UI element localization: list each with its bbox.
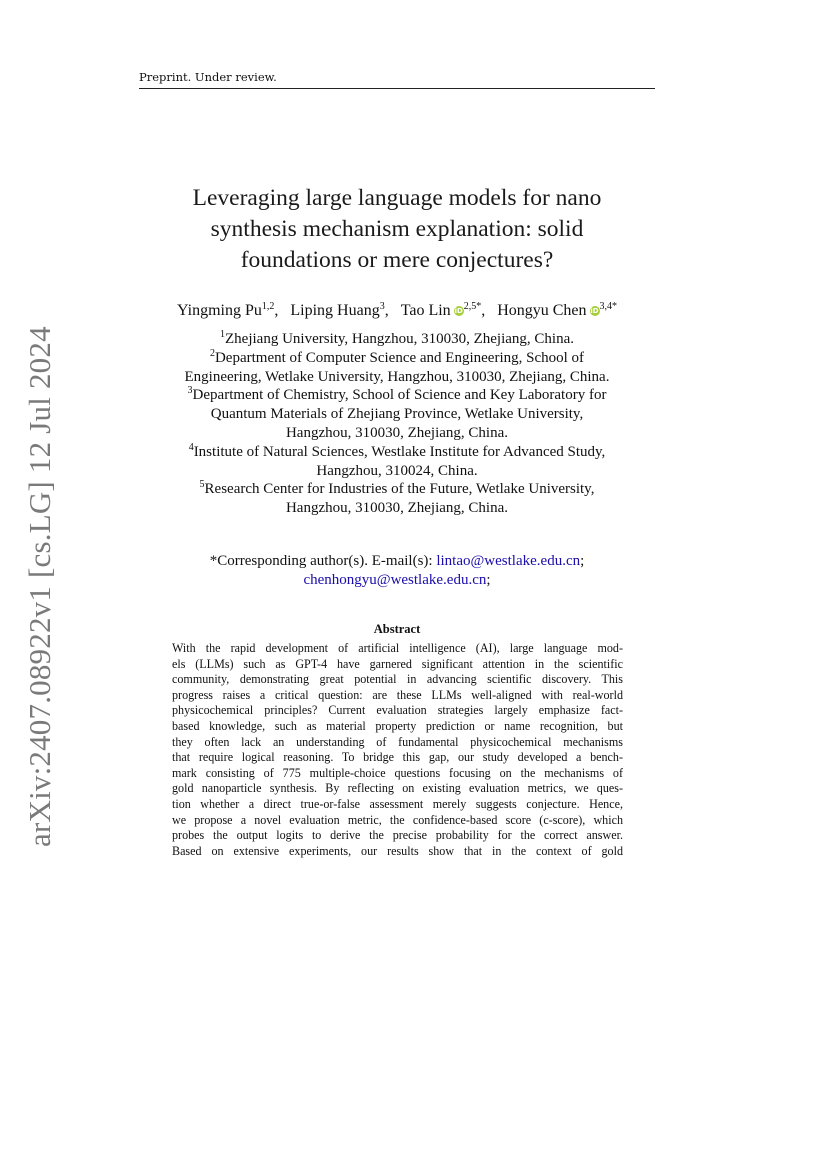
abstract-line: we propose a novel evaluation metric, the confidence-based score (c-score), which [172,812,623,827]
arxiv-sidebar-stamp: arXiv:2407.08922v1 [cs.LG] 12 Jul 2024 [22,326,57,847]
separator: ; [486,572,491,588]
author-name: Yingming Pu [176,302,262,319]
author: Liping Huang$^3$, [290,301,389,319]
affil-text: Department of Chemistry, School of Science and Key Laboratory for [192,387,607,404]
affiliation-line [139,386,655,405]
affil-text: Institute of Natural Sciences, Westlake Institute for Advanced Study, [193,443,606,460]
affiliations [139,330,655,518]
abstract-line: gold nanoparticle synthesis. By reflecting on existing evaluation metrics, we ques- [172,781,623,796]
corresponding-label: *Corresponding author(s). E-mail(s): [209,553,433,569]
author-name: Tao Lin [400,302,451,319]
abstract-heading: Abstract [373,622,421,636]
author-affil: 3,4* [599,301,618,312]
author-name: Liping Huang [290,302,380,319]
author-list [139,300,655,322]
affiliation-line [139,349,655,368]
affil-text: Hangzhou, 310030, Zhejiang, China. [285,424,509,441]
abstract-body [172,641,623,859]
abstract-line: els (LLMs) such as GPT-4 have garnered significant attention in the scientific [172,656,623,671]
affil-text: Zhejiang University, Hangzhou, 310030, Zhejiang, China. [225,331,574,347]
abstract-line: physicochemical principles? Current evaluation strategies largely emphasize fact- [172,703,623,718]
affil-text: Hangzhou, 310024, China. [316,462,478,479]
orcid-icon[interactable]: iD [454,307,463,315]
abstract-line: progress raises a critical question: are these LLMs well-aligned with real-world [172,687,623,702]
author: Yingming Pu$^{1,2}$, [176,301,279,319]
abstract-line: probes the output logits to derive the precise probability for the correct answer. [172,828,623,843]
affil-number: 3 [187,385,193,397]
affil-text: Engineering, Wetlake University, Hangzhou, 310030, Zhejiang, China. [184,368,610,385]
title-line: Leveraging large language models for nano [192,185,602,211]
author: Tao Lin $iD^{2,5*}$, [400,301,486,319]
abstract-line: they often lack an understanding of fundamental physicochemical mechanisms [172,734,623,749]
separator: ; [580,553,585,569]
affiliation-line [139,424,655,443]
abstract-line: With the rapid development of artificial intelligence (AI), large language mod- [172,641,623,655]
affiliation-line [139,330,655,349]
affiliation-line [139,443,655,462]
affil-number: 4 [188,441,194,453]
email-link-chen[interactable]: chenhongyu@westlake.edu.cn [303,572,487,588]
affil-text: Research Center for Industries of the Future, Wetlake University, [204,481,595,498]
affiliation-line [139,480,655,499]
paper-title [139,183,655,276]
affil-number: 1 [220,329,226,340]
affil-text: Department of Computer Science and Engineering, School of [214,349,585,366]
abstract-line: based knowledge, such as material property prediction or name recognition, but [172,718,623,733]
corresponding-authors [139,552,655,590]
affil-number: 2 [209,347,215,359]
author [497,300,617,322]
running-header: Preprint. Under review. [139,70,277,84]
affil-text: Quantum Materials of Zhejiang Province, Wetlake University, [210,406,584,423]
affil-text: Hangzhou, 310030, Zhejiang, China. [285,500,509,517]
affiliation-line [139,499,655,518]
author-name: Hongyu Chen [497,302,587,319]
author-affil: 2,5* [463,301,482,312]
email-link-lin[interactable]: lintao@westlake.edu.cn [436,553,581,569]
affil-number: 5 [199,479,205,491]
title-line: foundations or mere conjectures? [240,247,554,273]
abstract-line: tion whether a direct true-or-false assessment merely suggests conjecture. Hence, [172,796,623,811]
abstract-line: community, demonstrating great potential in advancing scientific discovery. This [172,672,623,687]
author-affil: 3 [379,301,385,312]
abstract-line: Based on extensive experiments, our results show that in the context of gold [172,843,623,858]
abstract-line: mark consisting of 775 multiple-choice questions focusing on the mechanisms of [172,765,623,780]
affiliation-line [139,368,655,387]
affiliation-line [139,405,655,424]
corresponding-line [139,571,655,590]
header-rule [139,88,655,89]
affiliation-line [139,462,655,481]
author-affil: 1,2 [261,301,275,312]
orcid-icon[interactable]: iD [590,307,599,315]
abstract-line: that require logical reasoning. To bridge this gap, our study developed a bench- [172,750,623,765]
title-line: synthesis mechanism explanation: solid [210,216,584,242]
corresponding-line [139,552,655,571]
